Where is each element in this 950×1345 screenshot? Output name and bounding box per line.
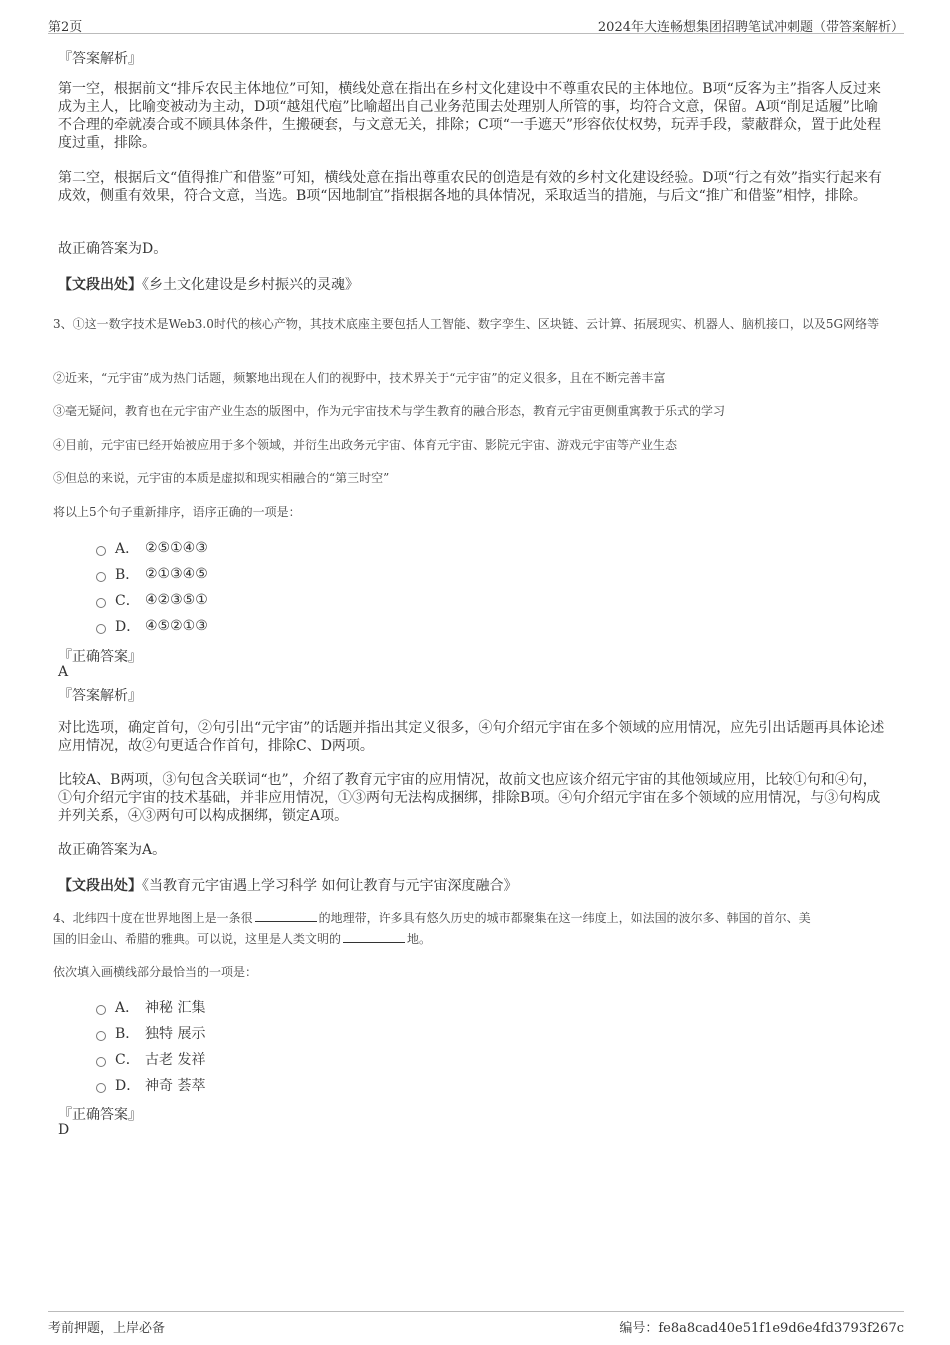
q2-analysis-tag: 『答案解析』 — [58, 51, 142, 67]
q3-answer-tag: 『正确答案』 — [58, 649, 142, 665]
option-text: 古老 发祥 — [145, 1052, 206, 1068]
q3-sentence-4: ④目前，元宇宙已经开始被应用于多个领域，并衍生出政务元宇宙、体育元宇宙、影院元宇宙、游戏元宇宙等产业生态 — [53, 438, 678, 452]
q4-prompt: 依次填入画横线部分最恰当的一项是： — [53, 965, 258, 979]
q4-stem-part4: 地。 — [407, 932, 432, 946]
q3-analysis-tag: 『答案解析』 — [58, 688, 142, 704]
option-letter: C． — [115, 593, 140, 609]
option-letter: A． — [115, 1000, 140, 1016]
radio-button[interactable] — [96, 1005, 106, 1015]
footer-slogan: 考前押题，上岸必备 — [48, 1321, 166, 1336]
document-title: 2024年大连畅想集团招聘笔试冲刺题（带答案解析） — [597, 20, 904, 35]
q2-conclusion: 故正确答案为D。 — [58, 241, 168, 257]
q4-answer: D — [58, 1122, 70, 1138]
radio-button[interactable] — [96, 1031, 106, 1041]
page-number: 第2页 — [48, 20, 83, 35]
page-footer — [48, 1311, 904, 1339]
q3-prompt: 将以上5个句子重新排序，语序正确的一项是： — [53, 505, 301, 519]
q2-source — [58, 274, 359, 294]
q3-option-a[interactable] — [96, 539, 208, 557]
q4-answer-tag: 『正确答案』 — [58, 1107, 142, 1123]
option-text: ④②③⑤① — [145, 592, 208, 608]
q3-option-b[interactable] — [96, 565, 208, 583]
option-text: ④⑤②①③ — [145, 618, 208, 634]
radio-button[interactable] — [96, 1057, 106, 1067]
q3-answer: A — [58, 664, 69, 680]
q3-option-d[interactable] — [96, 617, 208, 635]
q4-option-b[interactable] — [96, 1024, 205, 1042]
q2-source-label: 【文段出处】 — [58, 277, 142, 293]
q3-sentence-1: 3、①这一数字技术是Web3.0时代的核心产物，其技术底座主要包括人工智能、数字孪生、区块链、云计算、拓展现实、机器人、脑机接口，以及5G网络等 — [53, 317, 880, 331]
fill-blank-1 — [255, 910, 317, 922]
radio-button[interactable] — [96, 624, 106, 634]
q4-stem — [53, 908, 898, 950]
option-letter: D． — [115, 1078, 141, 1094]
document-id: 编号：fe8a8cad40e51f1e9d6e4fd3793f267c — [619, 1321, 904, 1336]
q4-option-c[interactable] — [96, 1050, 205, 1068]
q3-conclusion: 故正确答案为A。 — [58, 842, 167, 858]
q3-source — [58, 875, 517, 895]
radio-button[interactable] — [96, 546, 106, 556]
q4-option-a[interactable] — [96, 998, 205, 1016]
q3-source-label: 【文段出处】 — [58, 878, 142, 894]
option-letter: C． — [115, 1052, 140, 1068]
radio-button[interactable] — [96, 598, 106, 608]
radio-button[interactable] — [96, 572, 106, 582]
q4-stem-part2: 的地理带，许多具有悠久历史的城市都聚集在这一纬度上，如法国的波尔多、韩国的首尔、美 — [318, 911, 811, 925]
q3-sentence-3: ③毫无疑问，教育也在元宇宙产业生态的版图中，作为元宇宙技术与学生教育的融合形态，教育元宇宙更侧重寓教于乐式的学习 — [53, 404, 726, 418]
option-letter: D． — [115, 619, 141, 635]
q4-option-d[interactable] — [96, 1076, 205, 1094]
q3-sentence-5: ⑤但总的来说，元宇宙的本质是虚拟和现实相融合的“第三时空” — [53, 471, 390, 485]
q3-analysis-para2: 比较A、B两项，③句包含关联词“也”，介绍了教育元宇宙的应用情况，故前文也应该介绍元宇宙的其他领域应用，比较①句和④句，①句介绍元宇宙的技术基础，并非应用情况，①③两句无法构成捆绑，排除B项。④句介绍元宇宙在多个领域的应用情况，与③句构成并列关系，④③两句可以构成捆绑，锁定A项。 — [58, 772, 881, 824]
option-letter: B． — [115, 567, 140, 583]
option-letter: A． — [115, 541, 140, 557]
q3-option-c[interactable] — [96, 591, 208, 609]
radio-button[interactable] — [96, 1083, 106, 1093]
option-text: ②①③④⑤ — [145, 566, 208, 582]
q3-analysis-para1: 对比选项，确定首句，②句引出“元宇宙”的话题并指出其定义很多，④句介绍元宇宙在多个领域的应用情况，应先引出话题再具体论述应用情况，故②句更适合作首句，排除C、D两项。 — [58, 720, 885, 754]
q4-stem-part1: 4、北纬四十度在世界地图上是一条很 — [53, 911, 253, 925]
q2-analysis-para1: 第一空，根据前文“排斥农民主体地位”可知，横线处意在指出在乡村文化建设中不尊重农民的主体地位。B项“反客为主”指客人反过来成为主人，比喻变被动为主动，D项“越俎代庖”比喻超出自己业务范围去处理别人所管的事，均符合文意，保留。A项“削足适履”比喻不合理的牵就凑合或不顾具体条件，生搬硬套，与文意无关，排除；C项“一手遮天”形容依仗权势，玩弄手段，蒙蔽群众，置于此处程度过重，排除。 — [58, 81, 882, 151]
option-text: 神秘 汇集 — [145, 1000, 206, 1016]
option-text: 神奇 荟萃 — [145, 1078, 206, 1094]
q2-analysis-para2: 第二空，根据后文“值得推广和借鉴”可知，横线处意在指出尊重农民的创造是有效的乡村文化建设经验。D项“行之有效”指实行起来有成效，侧重有效果，符合文意，当选。B项“因地制宜”指根据各地的具体情况，采取适当的措施，与后文“推广和借鉴”相悖，排除。 — [58, 170, 882, 204]
q3-sentence-2: ②近来，“元宇宙”成为热门话题，频繁地出现在人们的视野中，技术界关于“元宇宙”的定义很多，且在不断完善丰富 — [53, 371, 666, 385]
page-header — [48, 14, 904, 34]
option-text: 独特 展示 — [145, 1026, 206, 1042]
option-text: ②⑤①④③ — [145, 540, 208, 556]
q2-source-title: 《乡土文化建设是乡村振兴的灵魂》 — [142, 277, 359, 293]
fill-blank-2 — [343, 931, 405, 943]
option-letter: B． — [115, 1026, 140, 1042]
q4-stem-part3: 国的旧金山、希腊的雅典。可以说，这里是人类文明的 — [53, 932, 342, 946]
q3-source-title: 《当教育元宇宙遇上学习科学 如何让教育与元宇宙深度融合》 — [142, 878, 518, 894]
